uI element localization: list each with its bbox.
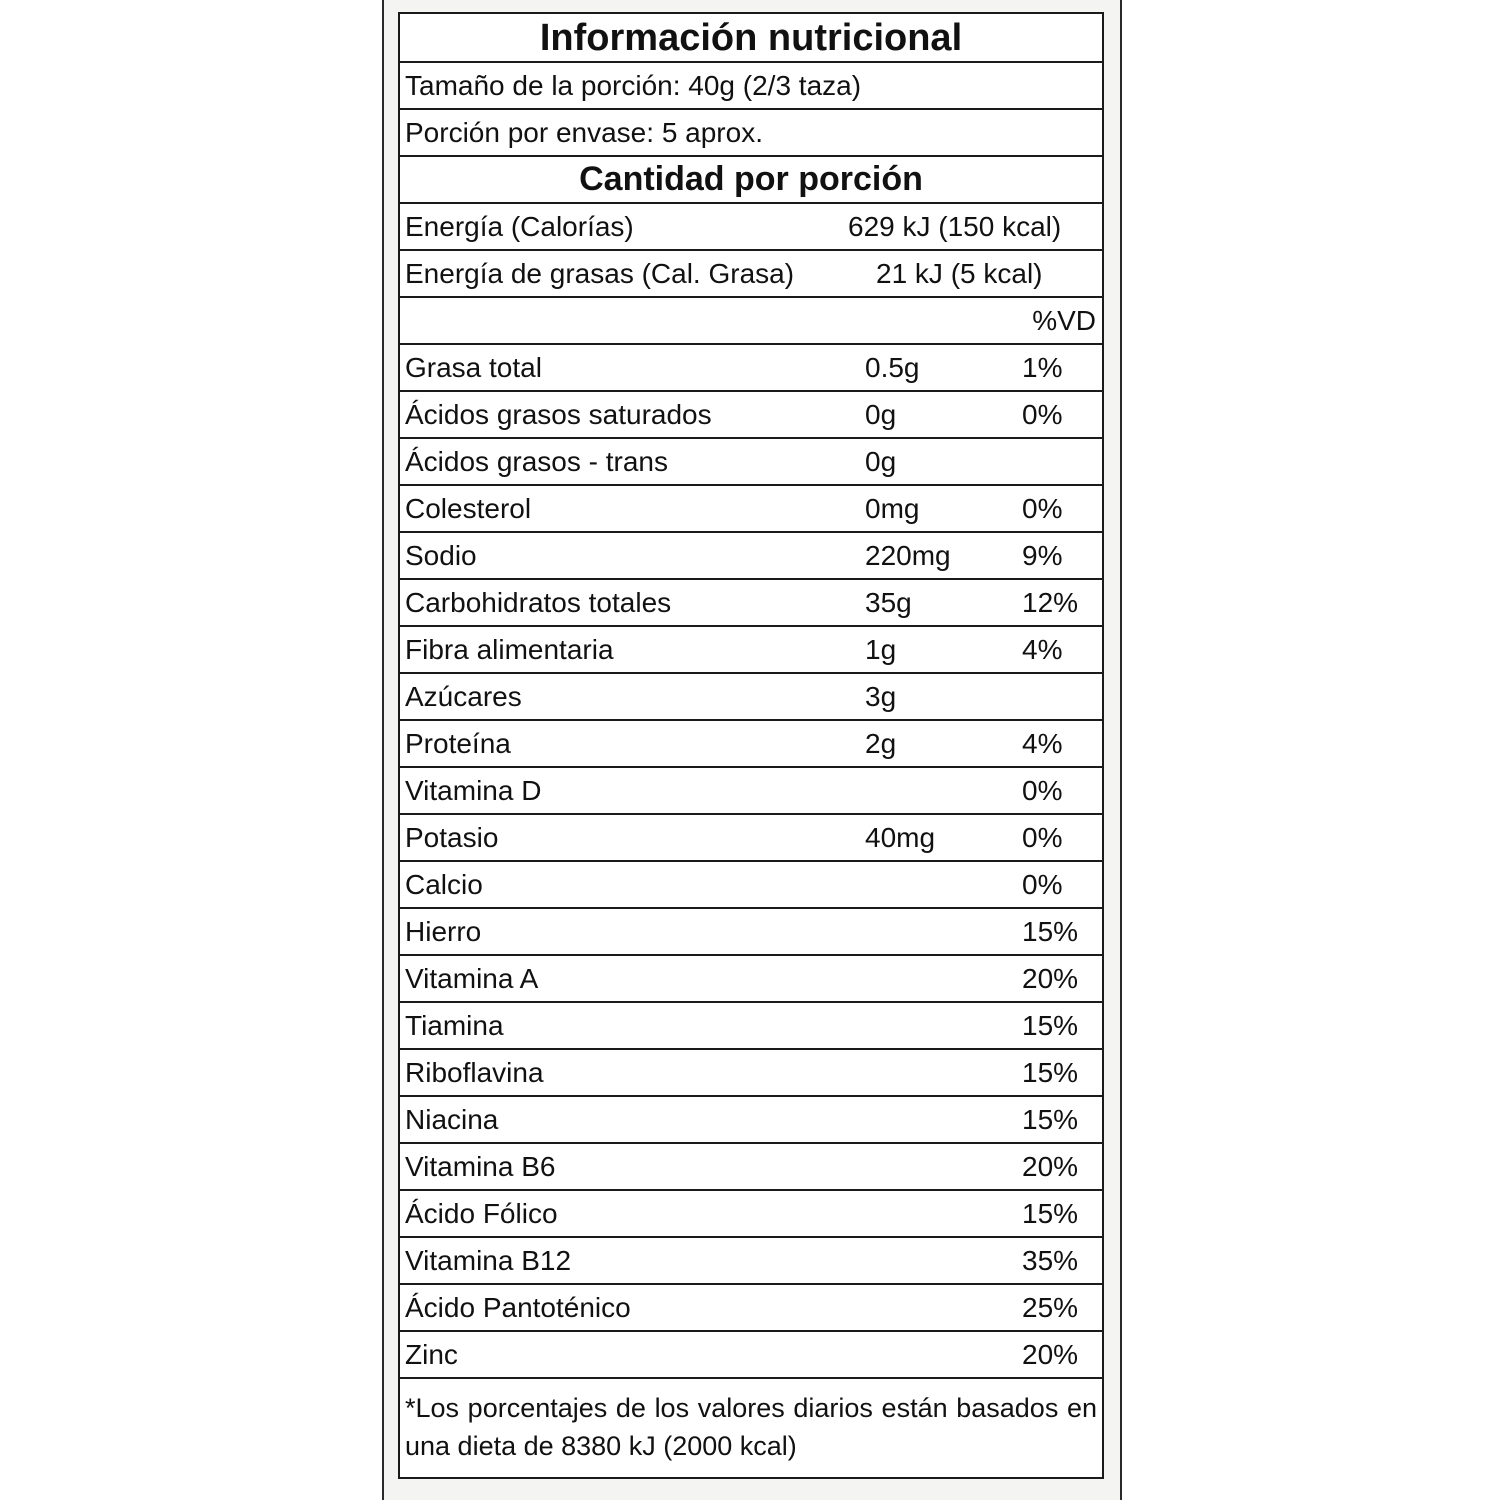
table-row xyxy=(400,533,1102,580)
nutrient-dv: 20% xyxy=(1022,963,1079,994)
nutrient-amount: 3g xyxy=(865,681,897,712)
nutrient-name: Ácido Fólico xyxy=(405,1198,558,1229)
table-row xyxy=(400,1332,1102,1379)
nutrient-dv: 35% xyxy=(1022,1245,1079,1276)
nutrient-name: Ácido Pantoténico xyxy=(405,1292,631,1323)
table-row xyxy=(400,1003,1102,1050)
nutrient-dv: 0% xyxy=(1022,869,1063,900)
nutrient-name: Zinc xyxy=(405,1339,458,1370)
energy-value: 629 kJ (150 kcal) xyxy=(848,211,1062,242)
nutrient-dv: 1% xyxy=(1022,352,1063,383)
energy-label: Energía (Calorías) xyxy=(405,211,634,242)
nutrient-amount: 1g xyxy=(865,634,897,665)
nutrient-name: Riboflavina xyxy=(405,1057,544,1088)
table-row xyxy=(400,345,1102,392)
table-row xyxy=(400,392,1102,439)
table-title: Información nutricional xyxy=(400,14,1102,63)
nutrient-name: Hierro xyxy=(405,916,482,947)
footnote: *Los porcentajes de los valores diarios están basados en una dieta de 8380 kJ (2000 kcal) xyxy=(405,1393,1097,1461)
serving-size: Tamaño de la porción: 40g (2/3 taza) xyxy=(405,70,862,101)
nutrient-dv: 25% xyxy=(1022,1292,1079,1323)
table-row xyxy=(400,862,1102,909)
energy-row xyxy=(400,204,1102,251)
table-row xyxy=(400,1050,1102,1097)
nutrient-amount: 2g xyxy=(865,728,897,759)
nutrient-dv: 15% xyxy=(1022,1010,1079,1041)
nutrient-name: Vitamina A xyxy=(405,963,539,994)
nutrient-name: Sodio xyxy=(405,540,477,571)
table-row xyxy=(400,580,1102,627)
energy-fat-value: 21 kJ (5 kcal) xyxy=(876,258,1043,289)
nutrient-name: Ácidos grasos saturados xyxy=(405,399,712,430)
amount-per-serving-heading: Cantidad por porción xyxy=(400,157,1102,204)
table-row xyxy=(400,486,1102,533)
servings-per-container: Porción por envase: 5 aprox. xyxy=(405,117,763,148)
nutrient-amount: 40mg xyxy=(865,822,936,853)
nutrient-amount: 220mg xyxy=(865,540,951,571)
nutrient-amount: 0.5g xyxy=(865,352,920,383)
dv-header-row xyxy=(400,298,1102,345)
nutrient-name: Calcio xyxy=(405,869,483,900)
servings-per-container-row xyxy=(400,110,1102,157)
dv-header: %VD xyxy=(1032,305,1096,336)
nutrient-name: Azúcares xyxy=(405,681,522,712)
table-row xyxy=(400,1238,1102,1285)
nutrient-dv: 15% xyxy=(1022,1104,1079,1135)
table-row xyxy=(400,956,1102,1003)
nutrient-dv: 20% xyxy=(1022,1339,1079,1370)
table-row xyxy=(400,815,1102,862)
nutrient-dv: 12% xyxy=(1022,587,1079,618)
nutrient-name: Colesterol xyxy=(405,493,532,524)
nutrient-amount: 35g xyxy=(865,587,912,618)
nutrient-amount: 0g xyxy=(865,399,897,430)
nutrient-dv: 9% xyxy=(1022,540,1063,571)
nutrient-dv: 20% xyxy=(1022,1151,1079,1182)
serving-size-row xyxy=(400,63,1102,110)
nutrient-dv: 4% xyxy=(1022,634,1063,665)
nutrient-dv: 15% xyxy=(1022,1198,1079,1229)
table-row xyxy=(400,1191,1102,1238)
nutrient-list xyxy=(400,345,1102,1379)
nutrient-dv: 0% xyxy=(1022,775,1063,806)
nutrient-name: Ácidos grasos - trans xyxy=(405,446,668,477)
nutrient-name: Tiamina xyxy=(405,1010,504,1041)
table-row xyxy=(400,768,1102,815)
table-row xyxy=(400,627,1102,674)
nutrient-name: Potasio xyxy=(405,822,499,853)
nutrient-name: Vitamina B12 xyxy=(405,1245,572,1276)
nutrient-dv: 15% xyxy=(1022,916,1079,947)
nutrient-dv: 0% xyxy=(1022,493,1063,524)
nutrient-name: Grasa total xyxy=(405,352,542,383)
table-row xyxy=(400,721,1102,768)
energy-fat-label: Energía de grasas (Cal. Grasa) xyxy=(405,258,795,289)
nutrient-name: Proteína xyxy=(405,728,511,759)
nutrient-dv: 4% xyxy=(1022,728,1063,759)
nutrient-name: Niacina xyxy=(405,1104,499,1135)
table-row xyxy=(400,1285,1102,1332)
nutrient-name: Vitamina D xyxy=(405,775,542,806)
table-row xyxy=(400,909,1102,956)
table-row xyxy=(400,439,1102,486)
nutrient-amount: 0mg xyxy=(865,493,920,524)
nutrient-name: Carbohidratos totales xyxy=(405,587,672,618)
nutrient-dv: 0% xyxy=(1022,399,1063,430)
nutrition-facts-table xyxy=(398,12,1104,1479)
nutrient-dv: 15% xyxy=(1022,1057,1079,1088)
table-row xyxy=(400,674,1102,721)
nutrient-name: Vitamina B6 xyxy=(405,1151,556,1182)
nutrient-dv: 0% xyxy=(1022,822,1063,853)
energy-fat-row xyxy=(400,251,1102,298)
table-row xyxy=(400,1144,1102,1191)
nutrient-amount: 0g xyxy=(865,446,897,477)
table-row xyxy=(400,1097,1102,1144)
nutrient-name: Fibra alimentaria xyxy=(405,634,614,665)
